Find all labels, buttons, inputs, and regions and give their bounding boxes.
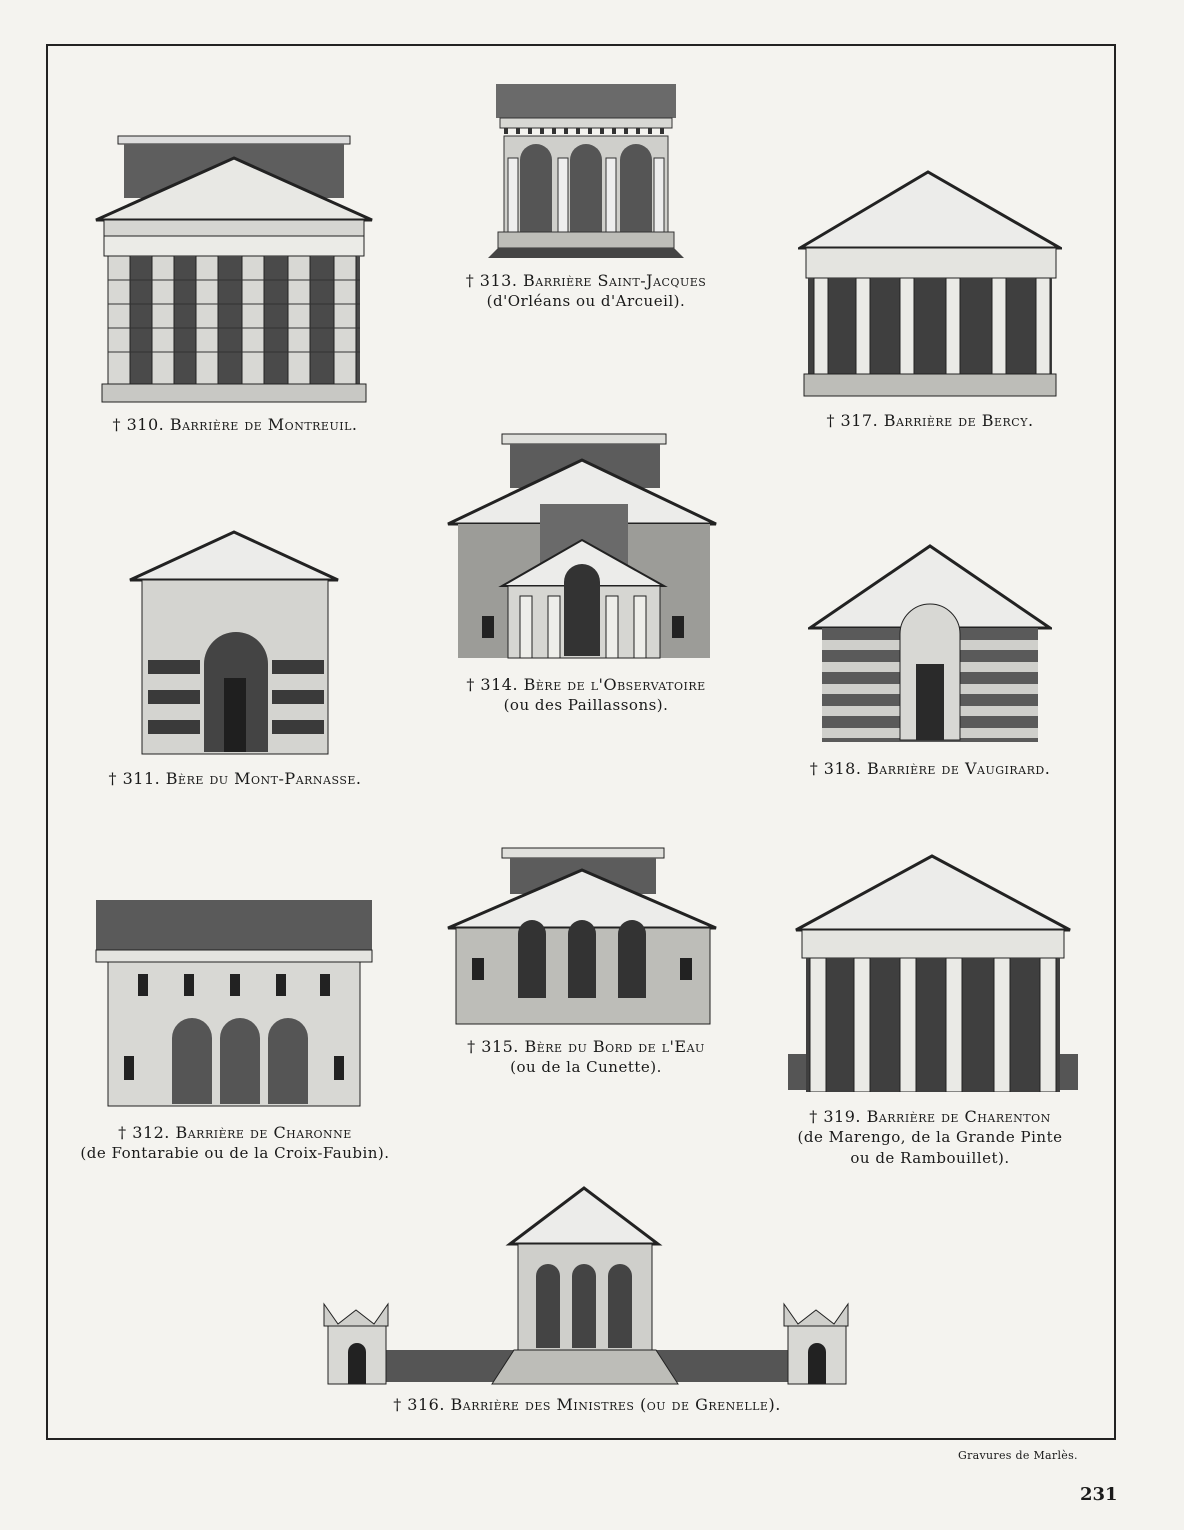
caption-317: † 317. Barrière de Bercy. [826,411,1034,430]
caption-315: † 315. Bère du Bord de l'Eau (ou de la Cunette). [467,1037,705,1076]
engraving-311-mont-parnasse [128,530,340,756]
engraving-315-bord-de-l-eau [446,846,718,1026]
caption-316: † 316. Barrière des Ministres (ou de Grenelle). [393,1395,781,1414]
caption-319: † 319. Barrière de Charenton (de Marengo, de la Grande Pinte ou de Rambouillet). [797,1107,1063,1167]
engraving-credit: Gravures de Marlès. [958,1449,1078,1462]
engraving-319-charenton [786,854,1080,1092]
page-number: 231 [1080,1484,1118,1505]
engraving-314-observatoire [446,432,718,662]
caption-318: † 318. Barrière de Vaugirard. [809,759,1051,778]
engraving-316-ministres [322,1186,852,1388]
caption-311: † 311. Bère du Mont-Parnasse. [108,769,362,788]
engraving-318-vaugirard [808,544,1052,744]
engraving-310-montreuil [94,134,374,406]
caption-310: † 310. Barrière de Montreuil. [112,415,358,434]
engraving-312-charonne [94,898,374,1108]
caption-314: † 314. Bère de l'Observatoire (ou des Paillassons). [466,675,706,714]
caption-313: † 313. Barrière Saint-Jacques (d'Orléans ou d'Arcueil). [465,271,707,310]
caption-312: † 312. Barrière de Charonne (de Fontarabie ou de la Croix-Faubin). [80,1123,390,1162]
engraving-313-saint-jacques [486,82,686,260]
engraving-317-bercy [798,170,1062,400]
